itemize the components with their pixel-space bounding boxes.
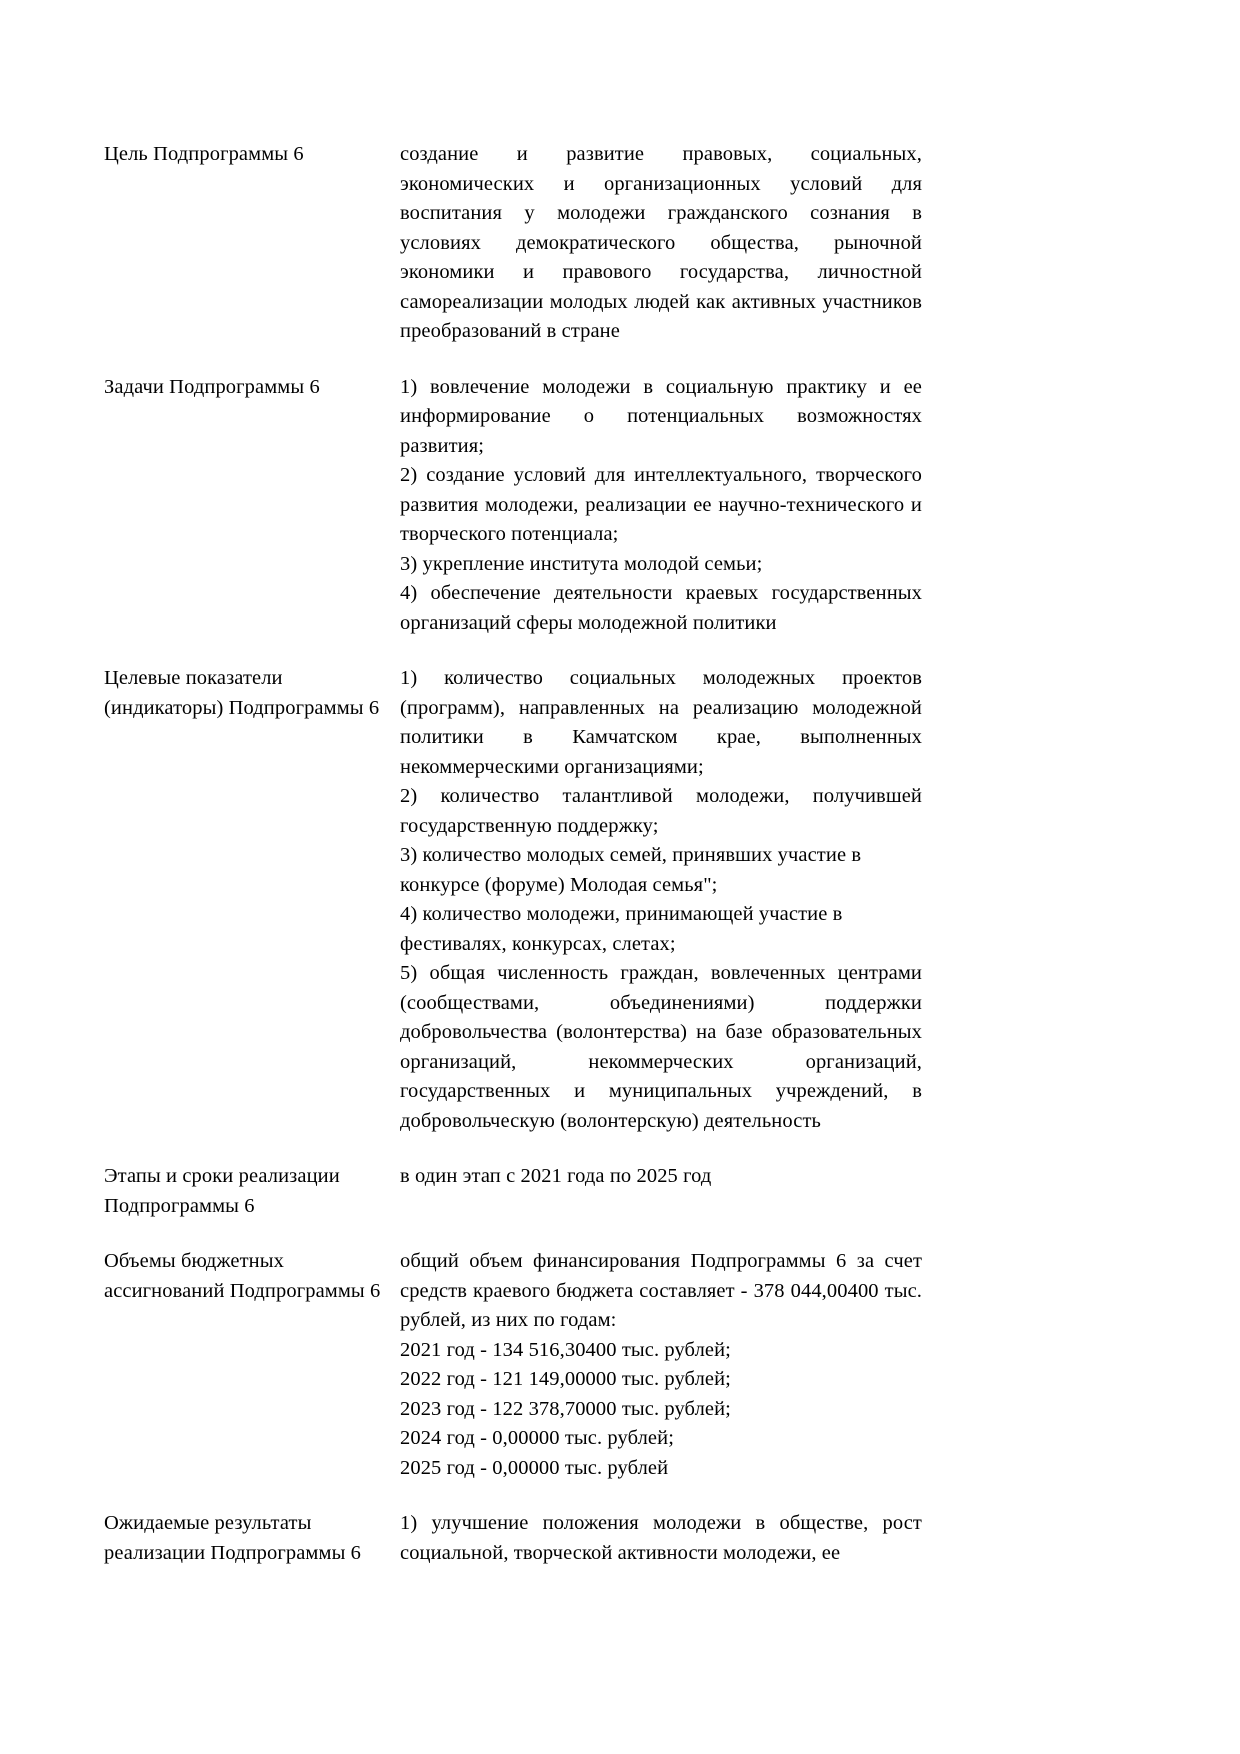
paragraph: 3) укрепление института молодой семьи;	[400, 552, 763, 575]
paragraph: 3) количество молодых семей, принявших участие в конкурсе (форуме) Молодая семья";	[400, 844, 862, 896]
paragraph: 2) количество талантливой молодежи, получившей государственную поддержку;	[400, 785, 922, 837]
row-label-goal: Цель Подпрограммы 6	[104, 143, 304, 165]
paragraph: общий объем финансирования Подпрограммы 6 за счет средств краевого бюджета составляет - 378 044,00400 тыс. рублей, из них по годам:	[400, 1250, 922, 1331]
budget-year-line: 2023 год - 122 378,70000 тыс. рублей;	[400, 1397, 731, 1420]
row-label-indicators: Целевые показатели (индикаторы) Подпрограммы 6	[104, 667, 380, 719]
budget-year-line: 2025 год - 0,00000 тыс. рублей	[400, 1456, 669, 1479]
row-value-goal	[400, 140, 922, 347]
row-value-indicators	[400, 664, 922, 1136]
paragraph: 5) общая численность граждан, вовлеченных центрами (сообществами, объединениями) поддержки добровольчества (волонтерства) на базе образовательных организаций, некоммерческих организаций, государственных и муниципальных учреждений, в добровольческую (волонтерскую) деятельность	[400, 962, 922, 1132]
paragraph: 4) обеспечение деятельности краевых государственных организаций сферы молодежной политики	[400, 582, 922, 634]
row-label-tasks: Задачи Подпрограммы 6	[104, 375, 320, 398]
passport-table	[104, 140, 922, 1568]
table-row-indicators	[104, 664, 922, 1136]
budget-year-line: 2022 год - 121 149,00000 тыс. рублей;	[400, 1368, 731, 1390]
paragraph: 1) вовлечение молодежи в социальную практику и ее информирование о потенциальных возможностях развития;	[400, 375, 922, 457]
paragraph: 1) улучшение положения молодежи в обществе, рост социальной, творческой активности молодежи, ее	[400, 1512, 922, 1564]
table-row-expected-results	[104, 1509, 922, 1568]
paragraph: создание и развитие правовых, социальных, экономических и организационных условий для воспитания у молодежи гражданского сознания в условиях демократического общества, рыночной экономики и правового государства, личностной самореализации молодых людей как активных участников преобразований в стране	[400, 143, 922, 342]
row-value-stages	[400, 1162, 922, 1192]
row-value-budget	[400, 1247, 922, 1483]
row-value-expected-results	[400, 1509, 922, 1568]
table-row-budget	[104, 1247, 922, 1483]
row-label-stages: Этапы и сроки реализации Подпрограммы 6	[104, 1165, 340, 1217]
row-label-expected-results: Ожидаемые результаты реализации Подпрограммы 6	[104, 1512, 362, 1564]
paragraph: 4) количество молодежи, принимающей участие в фестивалях, конкурсах, слетах;	[400, 903, 843, 955]
paragraph: 2) создание условий для интеллектуального, творческого развития молодежи, реализации ее научно-технического и творческого потенциала;	[400, 464, 922, 545]
paragraph: в один этап с 2021 года по 2025 год	[400, 1165, 712, 1187]
table-row-stages	[104, 1162, 922, 1221]
budget-year-line: 2024 год - 0,00000 тыс. рублей;	[400, 1427, 674, 1449]
paragraph: 1) количество социальных молодежных проектов (программ), направленных на реализацию молодежной политики в Камчатском крае, выполненных некоммерческими организациями;	[400, 667, 922, 778]
budget-year-line: 2021 год - 134 516,30400 тыс. рублей;	[400, 1338, 731, 1361]
table-row-goal	[104, 140, 922, 347]
row-label-budget: Объемы бюджетных ассигнований Подпрограммы 6	[104, 1250, 381, 1302]
table-row-tasks	[104, 373, 922, 639]
row-value-tasks	[400, 373, 922, 639]
